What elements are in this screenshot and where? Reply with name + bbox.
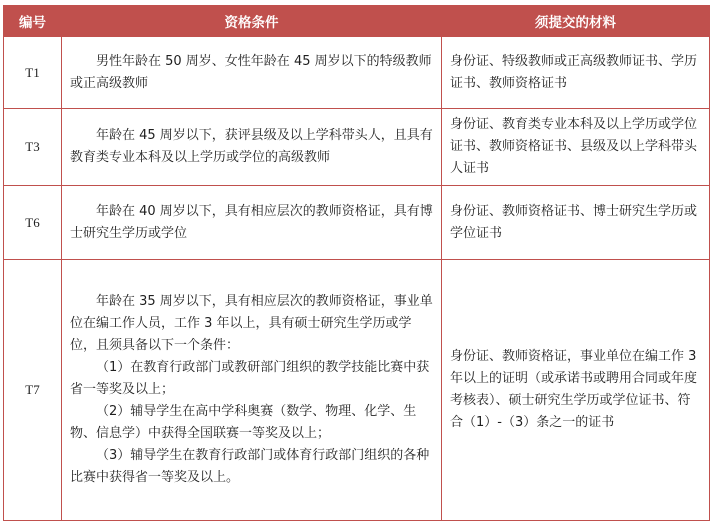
row-documents: 身份证、教师资格证书、博士研究生学历或学位证书 [442,186,710,260]
condition-item-2: （2）辅导学生在高中学科奥赛（数学、物理、化学、生物、信息学）中获得全国联赛一等奖及以上； [70,404,417,441]
row-documents: 身份证、教师资格证，事业单位在编工作 3 年以上的证明（或承诺书或聘用合同或年度考核表）、硕士研究生学历或学位证书、符合（1）-（3）条之一的证书 [442,260,710,521]
row-code: T1 [4,37,62,109]
condition-item-1: （1）在教育行政部门或教研部门组织的教学技能比赛中获省一等奖及以上； [70,360,430,397]
condition-item-3: （3）辅导学生在教育行政部门或体育行政部门组织的各种比赛中获得省一等奖及以上。 [70,448,430,485]
table-row [4,260,710,521]
condition-text: 年龄在 40 周岁以下，具有相应层次的教师资格证，具有博士研究生学历或学位 [70,203,433,241]
row-documents: 身份证、教育类专业本科及以上学历或学位证书、教师资格证书、县级及以上学科带头人证书 [442,109,710,186]
header-documents: 须提交的材料 [442,6,710,37]
table-row [4,37,710,109]
header-code: 编号 [4,6,62,37]
row-conditions [62,37,442,109]
condition-text: 年龄在 45 周岁以下，获评县级及以上学科带头人，且具有教育类专业本科及以上学历或学位的高级教师 [70,128,433,165]
condition-text: 年龄在 35 周岁以下，具有相应层次的教师资格证，事业单位在编工作人员，工作 3 年以上，具有硕士研究生学历或学位，且须具备以下一个条件： [70,294,433,353]
table-header-row [4,6,710,37]
row-code: T6 [4,186,62,260]
row-conditions [62,186,442,260]
row-code: T3 [4,109,62,186]
row-conditions [62,260,442,521]
condition-text: 男性年龄在 50 周岁、女性年龄在 45 周岁以下的特级教师或正高级教师 [70,53,432,91]
header-conditions: 资格条件 [62,6,442,37]
requirements-table [3,5,710,521]
row-documents: 身份证、特级教师或正高级教师证书、学历证书、教师资格证书 [442,37,710,109]
table-row [4,109,710,186]
row-conditions [62,109,442,186]
row-code: T7 [4,260,62,521]
table-row [4,186,710,260]
